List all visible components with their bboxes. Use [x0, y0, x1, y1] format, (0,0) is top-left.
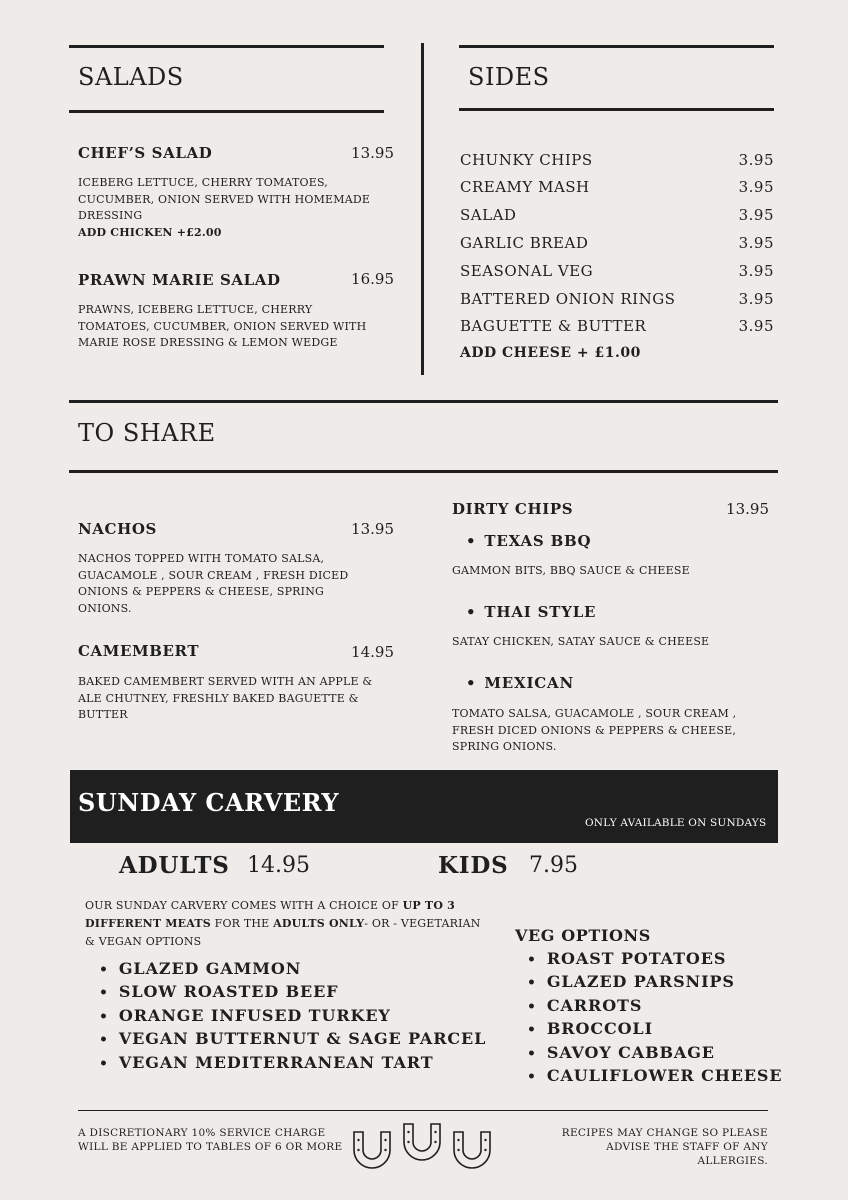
side-item [460, 234, 774, 256]
side-name: BAGUETTE & BUTTER [460, 317, 647, 335]
veg-item: • CARROTS [527, 994, 782, 1017]
salads-title: SALADS [78, 63, 184, 91]
veg-title: VEG OPTIONS [515, 926, 651, 945]
meat-item: • VEGAN MEDITERRANEAN TART [99, 1051, 486, 1074]
side-price: 3.95 [738, 151, 774, 169]
side-item [460, 206, 774, 228]
meat-item: • SLOW ROASTED BEEF [99, 980, 486, 1003]
carvery-title: SUNDAY CARVERY [78, 788, 339, 817]
side-item [460, 178, 774, 200]
chefs-salad-extra: ADD CHICKEN +£2.00 [78, 226, 222, 239]
footer-rule [78, 1110, 768, 1111]
footer-left-line: A DISCRETIONARY 10% SERVICE CHARGE [78, 1127, 326, 1139]
intro-adults-emphasis: ADULTS ONLY [273, 917, 365, 930]
side-name: SEASONAL VEG [460, 262, 594, 280]
adults-price: 14.95 [247, 853, 310, 878]
salads-bottom-rule [69, 110, 384, 113]
dirty-chips-option: • MEXICAN [466, 674, 574, 692]
veg-list [527, 947, 782, 1087]
dirty-chips-option-desc: SATAY CHICKEN, SATAY SAUCE & CHEESE [452, 635, 710, 648]
footer-service-charge [78, 1126, 342, 1154]
share-title: TO SHARE [78, 419, 216, 447]
camembert-price: 14.95 [351, 643, 394, 661]
side-price: 3.95 [738, 206, 774, 224]
camembert-desc: BAKED CAMEMBERT SERVED WITH AN APPLE & ALE CHUTNEY, FRESHLY BAKED BAGUETTE & BUTTER [78, 675, 373, 721]
sides-title: SIDES [468, 63, 550, 91]
chefs-salad-desc: ICEBERG LETTUCE, CHERRY TOMATOES, CUCUMBER, ONION SERVED WITH HOMEMADE DRESSING [78, 176, 371, 222]
prawn-salad-name: PRAWN MARIE SALAD [78, 271, 281, 289]
footer-allergy-note [540, 1126, 768, 1168]
salads-top-rule [69, 45, 384, 48]
side-name: BATTERED ONION RINGS [460, 290, 676, 308]
footer-left-line: WILL BE APPLIED TO TABLES OF 6 OR MORE [78, 1141, 343, 1153]
side-price: 3.95 [738, 262, 774, 280]
veg-item: • BROCCOLI [527, 1017, 782, 1040]
sides-extra: ADD CHEESE + £1.00 [460, 345, 641, 361]
carvery-note: ONLY AVAILABLE ON SUNDAYS [585, 817, 767, 829]
veg-item: • CAULIFLOWER CHEESE [527, 1064, 782, 1087]
side-item [460, 151, 774, 173]
meat-list [99, 957, 486, 1074]
camembert-name: CAMEMBERT [78, 642, 200, 660]
intro-text: OUR SUNDAY CARVERY COMES WITH A CHOICE OF [85, 899, 403, 912]
kids-label: KIDS [438, 852, 509, 879]
footer-right-line: ADVISE THE STAFF OF ANY ALLERGIES. [606, 1141, 768, 1167]
side-price: 3.95 [738, 178, 774, 196]
side-item [460, 262, 774, 284]
side-name: CREAMY MASH [460, 178, 590, 196]
chefs-salad-name: CHEF’S SALAD [78, 144, 213, 162]
veg-item: • ROAST POTATOES [527, 947, 782, 970]
dirty-chips-option: • THAI STYLE [466, 603, 596, 621]
nachos-price: 13.95 [351, 520, 394, 538]
side-item [460, 290, 774, 312]
side-price: 3.95 [738, 290, 774, 308]
dirty-chips-price: 13.95 [726, 500, 769, 518]
side-name: CHUNKY CHIPS [460, 151, 593, 169]
dirty-chips-option-desc: TOMATO SALSA, GUACAMOLE , SOUR CREAM , FRESH DICED ONIONS & PEPPERS & CHEESE, SPRING ONIONS. [452, 707, 737, 753]
veg-item: • GLAZED PARSNIPS [527, 970, 782, 993]
nachos-name: NACHOS [78, 520, 157, 538]
dirty-chips-name: DIRTY CHIPS [452, 500, 574, 518]
horseshoes-logo-icon [348, 1120, 498, 1172]
side-name: SALAD [460, 206, 517, 224]
side-price: 3.95 [738, 234, 774, 252]
side-item [460, 317, 774, 339]
chefs-salad-price: 13.95 [351, 144, 394, 162]
meat-item: • VEGAN BUTTERNUT & SAGE PARCEL [99, 1027, 486, 1050]
carvery-banner [70, 770, 778, 843]
intro-text: - OR - VEGETARIAN & VEGAN OPTIONS [85, 917, 481, 948]
carvery-intro [85, 897, 485, 951]
dirty-chips-option: • TEXAS BBQ [466, 532, 591, 550]
side-name: GARLIC BREAD [460, 234, 589, 252]
column-divider [421, 43, 424, 375]
prawn-salad-desc: PRAWNS, ICEBERG LETTUCE, CHERRY TOMATOES, CUCUMBER, ONION SERVED WITH MARIE ROSE DRESSING & LEMON WEDGE [78, 303, 367, 349]
intro-text: FOR THE [210, 917, 274, 930]
kids-price: 7.95 [529, 853, 578, 878]
sides-top-rule [459, 45, 774, 48]
sides-bottom-rule [459, 108, 774, 111]
footer-right-line: RECIPES MAY CHANGE SO PLEASE [561, 1127, 768, 1139]
share-bottom-rule [69, 470, 778, 473]
share-top-rule [69, 400, 778, 403]
meat-item: • ORANGE INFUSED TURKEY [99, 1004, 486, 1027]
prawn-salad-price: 16.95 [351, 270, 394, 288]
nachos-desc: NACHOS TOPPED WITH TOMATO SALSA, GUACAMOLE , SOUR CREAM , FRESH DICED ONIONS & PEPPERS & CHEESE, SPRING ONIONS. [78, 552, 349, 615]
intro-meats-emphasis: UP TO 3 DIFFERENT MEATS [85, 899, 455, 930]
veg-item: • SAVOY CABBAGE [527, 1041, 782, 1064]
side-price: 3.95 [738, 317, 774, 335]
dirty-chips-option-desc: GAMMON BITS, BBQ SAUCE & CHEESE [452, 564, 690, 577]
adults-label: ADULTS [119, 852, 230, 879]
meat-item: • GLAZED GAMMON [99, 957, 486, 980]
